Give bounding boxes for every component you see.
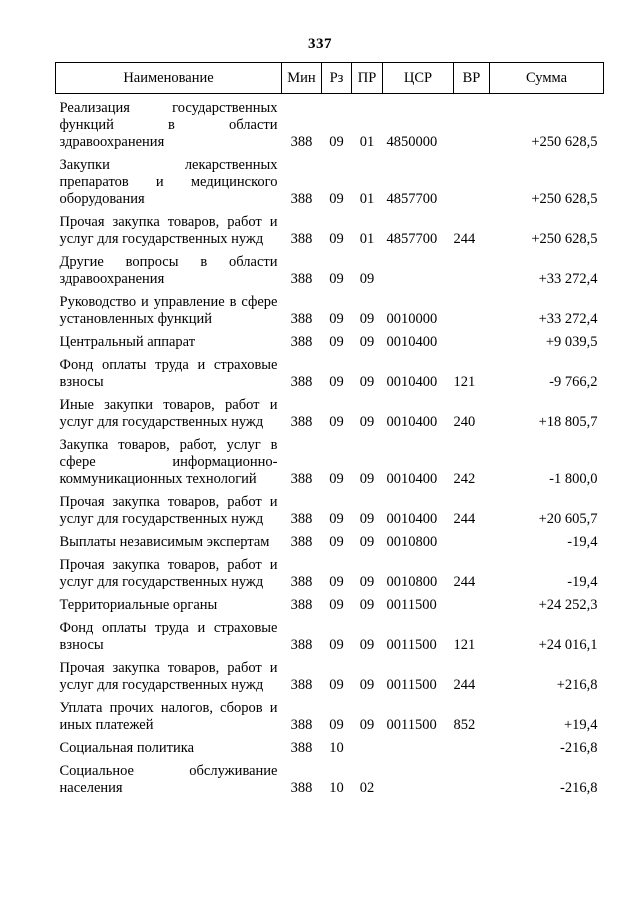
row-min: 388 [290,414,313,430]
row-pr: 01 [359,231,375,247]
row-pr: 09 [359,271,375,287]
row-name: Закупка товаров, работ, услуг в сфере информационно-коммуникационных технологий [59,437,278,487]
row-rz: 09 [329,334,344,350]
row-min: 388 [290,134,313,150]
row-csr: 0011500 [386,677,437,693]
row-min: 388 [290,231,313,247]
row-csr [383,734,454,757]
row-name: Социальное обслуживание населения [59,763,278,796]
row-csr: 0010800 [386,574,438,590]
row-name: Уплата прочих налогов, сборов и иных платежей [59,700,278,733]
row-csr: 4857700 [386,191,438,207]
row-rz: 10 [329,780,344,796]
row-rz: 09 [329,271,344,287]
table-row [56,431,604,488]
row-min: 388 [290,511,313,527]
row-csr: 0011500 [386,597,437,613]
row-rz: 09 [329,574,344,590]
row-csr: 0010400 [386,374,438,390]
row-csr: 0010400 [386,511,438,527]
row-sum: -19,4 [567,534,598,550]
row-rz: 09 [329,511,344,527]
row-sum: +18 805,7 [538,414,598,430]
row-vr: 852 [453,717,476,733]
table-row [56,488,604,528]
row-rz: 10 [329,740,344,756]
row-name: Реализация государственных функций в области здравоохранения [59,100,278,150]
table-row [56,551,604,591]
row-rz: 09 [329,414,344,430]
header-min: Мин [282,63,322,94]
row-vr [454,734,490,757]
row-pr: 09 [359,534,375,550]
row-sum: -216,8 [560,740,598,756]
row-name: Прочая закупка товаров, работ и услуг для государственных нужд [59,660,278,693]
header-pr: ПР [352,63,383,94]
row-name: Выплаты независимым экспертам [59,534,270,550]
row-rz: 09 [329,311,344,327]
row-name: Прочая закупка товаров, работ и услуг для государственных нужд [59,214,278,247]
budget-table [55,62,604,797]
table-header [56,63,604,94]
row-rz: 09 [329,231,344,247]
row-min: 388 [290,597,313,613]
row-vr [454,94,490,152]
row-csr: 0011500 [386,637,437,653]
row-rz: 09 [329,471,344,487]
table-row [56,694,604,734]
row-min: 388 [290,717,313,733]
row-sum: -19,4 [567,574,598,590]
row-rz: 09 [329,637,344,653]
row-name: Социальная политика [59,740,195,756]
row-pr: 01 [359,191,375,207]
row-vr: 244 [453,574,476,590]
row-rz: 09 [329,134,344,150]
table-row [56,614,604,654]
row-min: 388 [290,334,313,350]
row-sum: +20 605,7 [538,511,598,527]
table-row [56,288,604,328]
row-name: Фонд оплаты труда и страховые взносы [59,357,278,390]
row-csr [383,757,454,797]
row-rz: 09 [329,534,344,550]
row-min: 388 [290,271,313,287]
row-sum: +250 628,5 [531,231,598,247]
table-row [56,94,604,152]
row-vr: 244 [453,677,476,693]
row-csr: 4850000 [386,134,438,150]
row-min: 388 [290,740,313,756]
row-csr: 0010000 [386,311,438,327]
table-row [56,391,604,431]
row-vr [454,328,490,351]
row-sum: +250 628,5 [531,134,598,150]
row-vr: 244 [453,511,476,527]
row-min: 388 [290,780,313,796]
row-min: 388 [290,311,313,327]
row-pr: 09 [359,334,375,350]
row-rz: 09 [329,677,344,693]
row-min: 388 [290,374,313,390]
row-vr: 240 [453,414,476,430]
table-row [56,734,604,757]
header-sum: Сумма [490,63,604,94]
row-name: Закупки лекарственных препаратов и медицинского оборудования [59,157,278,207]
header-csr: ЦСР [383,63,454,94]
row-csr: 0011500 [386,717,437,733]
row-vr [454,288,490,328]
table-row [56,248,604,288]
row-pr: 09 [359,574,375,590]
row-csr: 0010400 [386,334,438,350]
row-sum: +250 628,5 [531,191,598,207]
row-min: 388 [290,677,313,693]
row-rz: 09 [329,717,344,733]
row-name: Фонд оплаты труда и страховые взносы [59,620,278,653]
row-csr: 0010400 [386,414,438,430]
table-row [56,351,604,391]
table-row [56,208,604,248]
row-name: Территориальные органы [59,597,218,613]
row-min: 388 [290,637,313,653]
row-vr [454,591,490,614]
row-sum: -9 766,2 [549,374,598,390]
row-pr: 01 [359,134,375,150]
row-name: Прочая закупка товаров, работ и услуг для государственных нужд [59,557,278,590]
row-sum: +9 039,5 [545,334,598,350]
row-rz: 09 [329,191,344,207]
row-sum: +24 016,1 [538,637,598,653]
row-rz: 09 [329,374,344,390]
row-vr: 244 [453,231,476,247]
row-name: Центральный аппарат [59,334,196,350]
row-name: Прочая закупка товаров, работ и услуг для государственных нужд [59,494,278,527]
table-row [56,528,604,551]
row-pr: 09 [359,637,375,653]
row-sum: +19,4 [563,717,598,733]
row-vr [454,757,490,797]
header-rz: Рз [322,63,352,94]
row-vr: 121 [453,637,476,653]
row-vr [454,151,490,208]
row-pr: 09 [359,677,375,693]
row-name: Другие вопросы в области здравоохранения [59,254,278,287]
row-pr: 09 [359,471,375,487]
row-pr: 02 [359,780,375,796]
table-row [56,151,604,208]
row-sum: -216,8 [560,780,598,796]
table-row [56,591,604,614]
row-csr: 4857700 [386,231,438,247]
table-row [56,654,604,694]
row-vr [454,248,490,288]
row-pr: 09 [359,597,375,613]
row-pr [352,734,383,757]
row-rz: 09 [329,597,344,613]
row-pr: 09 [359,414,375,430]
row-min: 388 [290,574,313,590]
row-sum: +24 252,3 [538,597,598,613]
row-name: Руководство и управление в сфере установленных функций [59,294,278,327]
row-csr [383,248,454,288]
row-vr [454,528,490,551]
row-name: Иные закупки товаров, работ и услуг для государственных нужд [59,397,278,430]
row-vr: 242 [453,471,476,487]
row-pr: 09 [359,374,375,390]
header-name: Наименование [56,63,282,94]
row-pr: 09 [359,311,375,327]
row-sum: -1 800,0 [549,471,598,487]
row-min: 388 [290,534,313,550]
row-min: 388 [290,471,313,487]
row-pr: 09 [359,511,375,527]
table-body [56,94,604,798]
row-min: 388 [290,191,313,207]
table-row [56,757,604,797]
row-vr: 121 [453,374,476,390]
row-pr: 09 [359,717,375,733]
row-csr: 0010800 [386,534,438,550]
table-row [56,328,604,351]
page-number: 337 [308,36,332,52]
row-sum: +216,8 [556,677,598,693]
row-sum: +33 272,4 [538,311,598,327]
row-csr: 0010400 [386,471,438,487]
header-vr: ВР [454,63,490,94]
row-sum: +33 272,4 [538,271,598,287]
